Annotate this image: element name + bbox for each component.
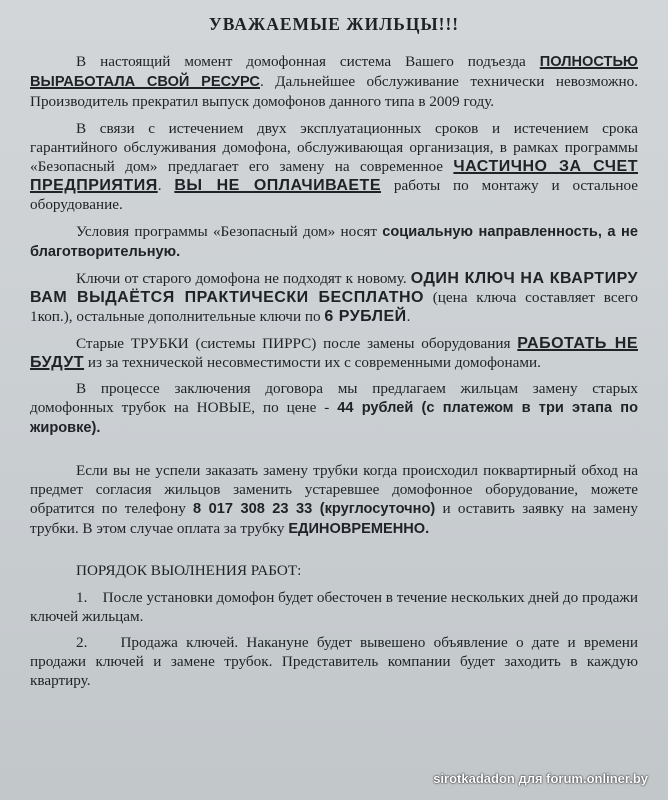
p7-phone: 8 017 308 23 33 (круглосуточно)	[193, 501, 436, 518]
p4-text-c: (цена ключа составляет всего 1коп.), остальные дополнительные ключи по	[30, 289, 638, 326]
paragraph-1	[30, 52, 638, 112]
p3-emphasis: социальную направленность, а не благотворительную.	[30, 223, 638, 260]
p7-text-a: Если вы не успели заказать замену трубки когда происходил поквартирный обход на предмет согласия жильцов заменить устаревшее домофонное оборудование, можете обратится по телефону	[30, 461, 638, 518]
paragraph-6	[30, 379, 638, 439]
paragraph-5	[30, 334, 638, 372]
p3-text-a: Условия программы «Безопасный дом» носят	[76, 222, 383, 240]
paragraph-2	[30, 119, 638, 215]
p6-text-a: В процессе заключения договора мы предлагаем жильцам замену старых домофонных трубок на НОВЫЕ, по цене -	[30, 380, 638, 417]
order-list	[30, 588, 638, 691]
p4-emphasis: ОДИН КЛЮЧ НА КВАРТИРУ ВАМ ВЫДАЁТСЯ ПРАКТИЧЕСКИ БЕСПЛАТНО	[30, 270, 638, 307]
p6-emphasis: 44 рублей (с платежом в три этапа по жировке).	[30, 400, 638, 437]
p7-text-c: и оставить заявку на замену трубки. В этом случае оплата за трубку	[30, 500, 638, 538]
list-item-number: 2.	[76, 634, 88, 652]
p4-text-e: .	[406, 308, 411, 326]
notice-title: УВАЖАЕМЫЕ ЖИЛЬЦЫ!!!	[208, 14, 460, 34]
order-title: ПОРЯДОК ВЫОЛНЕНИЯ РАБОТ:	[76, 562, 302, 580]
p5-text-a: Старые ТРУБКИ (системы ПИРРС) после замены оборудования	[76, 334, 518, 352]
paragraph-7	[30, 461, 638, 540]
p1-text-a: В настоящий момент домофонная система Вашего подъезда	[76, 53, 540, 70]
p1-emphasis: ПОЛНОСТЬЮ ВЫРАБОТАЛА СВОЙ РЕСУРС	[30, 54, 638, 91]
p2-text-e: работы по монтажу и остальное оборудование.	[30, 177, 639, 214]
p4-text-a: Ключи от старого домофона не подходят к новому.	[76, 270, 411, 288]
paragraph-3	[30, 222, 638, 262]
list-item	[30, 633, 638, 691]
p2-emphasis-1: ЧАСТИЧНО ЗА СЧЕТ ПРЕДПРИЯТИЯ	[30, 158, 638, 195]
p5-emphasis: РАБОТАТЬ НЕ БУДУТ	[30, 334, 638, 371]
p2-text-c: .	[157, 177, 175, 195]
notice-body	[30, 52, 638, 698]
list-item-text: После установки домофон будет обесточен в течение нескольких дней до продажи ключей жильцам.	[30, 588, 639, 625]
list-item-text: Продажа ключей. Накануне будет вывешено объявление о дате и времени продажи ключей и замене трубок. Представитель компании будет заходить в каждую квартиру.	[30, 634, 639, 690]
p2-text-a: В связи с истечением двух эксплуатационных сроков и истечением срока гарантийного обслуживания домофона, обслуживающая организация, в рамках программы «Безопасный дом» предлагает его замену на современное	[30, 119, 638, 176]
p4-price: 6 РУБЛЕЙ	[324, 308, 407, 326]
watermark: sirotkadadon для forum.onliner.by	[433, 771, 648, 786]
p2-emphasis-2: ВЫ НЕ ОПЛАЧИВАЕТЕ	[174, 177, 382, 195]
p5-text-c: из за технической несовместимости их с современными домофонами.	[84, 353, 541, 371]
list-item-number: 1.	[76, 588, 88, 606]
paragraph-4	[30, 269, 638, 327]
p7-emphasis: ЕДИНОВРЕМЕННО.	[288, 521, 430, 538]
list-item	[30, 588, 638, 626]
p1-text-c: . Дальнейшее обслуживание технически невозможно. Производитель прекратил выпуск домофонов данного типа в 2009 году.	[30, 73, 638, 111]
